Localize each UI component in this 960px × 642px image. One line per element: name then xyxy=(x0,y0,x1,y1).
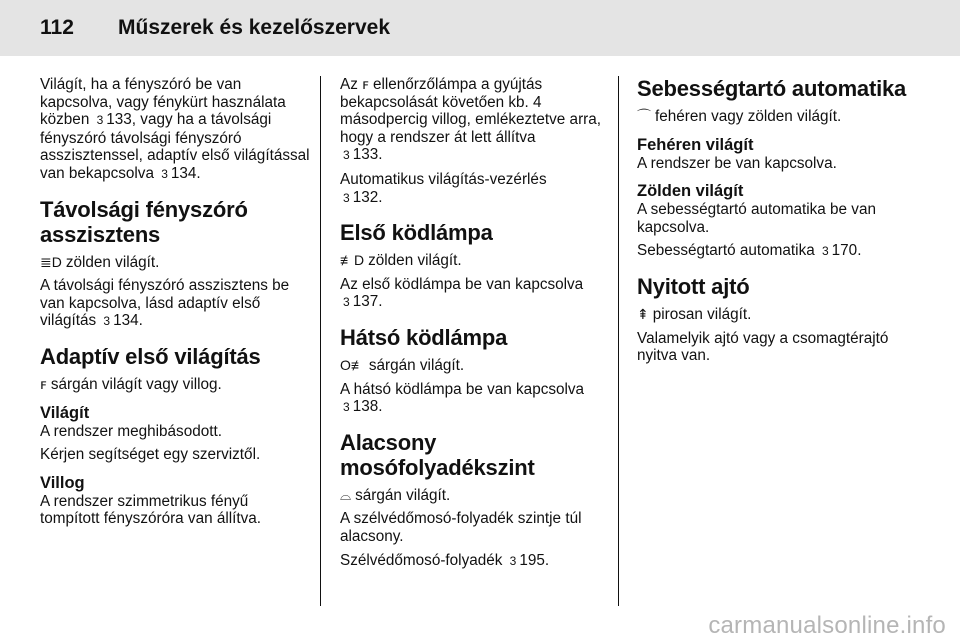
column-2 xyxy=(340,76,612,576)
page-ref[interactable]: 138 xyxy=(352,398,379,416)
page-ref-icon: 3 xyxy=(343,295,350,310)
front-fog-light-icon: ≢D xyxy=(340,252,365,269)
adaptive-light-icon: ꜰ xyxy=(362,76,369,92)
page-ref[interactable]: 132 xyxy=(352,188,379,206)
adaptive-light-icon: ꜰ xyxy=(40,375,47,392)
page-ref-icon: 3 xyxy=(96,113,104,128)
section-text: A rendszer meghibásodott. xyxy=(40,422,222,440)
status-line: ⌓ sárgán világít. xyxy=(340,486,451,504)
page-ref-icon: 3 xyxy=(343,400,350,415)
page-ref[interactable]: 137 xyxy=(352,293,379,311)
page-ref-icon: 3 xyxy=(509,553,517,568)
subsection-title: Villog xyxy=(40,473,85,492)
section-text: Sebességtartó automatika 3 170. xyxy=(637,242,862,260)
section-title-adaptive-lighting: Adaptív első világítás xyxy=(40,343,261,369)
status-line: ⌒ fehéren vagy zölden világít. xyxy=(637,108,842,125)
cruise-control-icon: ⌒ xyxy=(637,108,651,124)
section-text: A rendszer be van kapcsolva. xyxy=(637,154,837,172)
section-text: Valamelyik ajtó vagy a csomagtérajtó nyitva van. xyxy=(637,329,889,365)
section-text: A szélvédőmosó-folyadék szintje túl alacsony. xyxy=(340,510,582,545)
section-text: A rendszer szimmetrikus fényű tompított fényszóróra van állítva. xyxy=(40,492,262,528)
section-text: A távolsági fényszóró asszisztens be van kapcsolva, lásd adaptív első világítás 3 134. xyxy=(40,277,290,330)
status-line: ≢D zölden világít. xyxy=(340,252,462,270)
column-divider xyxy=(320,76,321,606)
page-ref[interactable]: 134 xyxy=(113,312,139,330)
subsection-title: Világít xyxy=(40,403,90,422)
subsection-title: Zölden világít xyxy=(637,182,744,201)
column-divider xyxy=(618,76,619,606)
section-text: Szélvédőmosó-folyadék 3 195. xyxy=(340,551,550,569)
column-3 xyxy=(637,76,927,371)
section-text: A hátsó ködlámpa be van kapcsolva 3 138. xyxy=(340,380,585,416)
washer-fluid-icon: ⌓ xyxy=(340,486,352,503)
section-title-low-washer-fluid: Alacsony mosófolyadékszint xyxy=(340,429,535,480)
page-ref-icon: 3 xyxy=(161,166,168,181)
subsection-title: Fehéren világít xyxy=(637,135,754,154)
section-title-door-open: Nyitott ajtó xyxy=(637,273,750,299)
rear-fog-light-icon: O≢ xyxy=(340,356,365,373)
page-ref[interactable]: 134 xyxy=(170,164,197,182)
page-title: Műszerek és kezelőszervek xyxy=(118,16,391,39)
status-line: ≣D zölden világít. xyxy=(40,253,160,271)
page-number: 112 xyxy=(40,16,74,39)
page-header xyxy=(0,0,960,56)
status-line: ꜰ sárgán világít vagy villog. xyxy=(40,375,222,393)
section-title-front-fog: Első ködlámpa xyxy=(340,220,493,246)
status-line: O≢ sárgán világít. xyxy=(340,356,465,374)
high-beam-assist-icon: ≣D xyxy=(40,253,62,270)
page-ref[interactable]: 133 xyxy=(352,146,379,164)
section-text: Az első ködlámpa be van kapcsolva 3 137. xyxy=(340,275,584,311)
watermark: carmanualsonline.info xyxy=(708,612,946,639)
paragraph: Automatikus világítás-vezérlés 3 132. xyxy=(340,170,547,206)
section-text: Kérjen segítséget egy szerviztől. xyxy=(40,446,261,464)
section-title-high-beam-assist: Távolsági fényszóró asszisztens xyxy=(40,196,248,247)
page-ref-icon: 3 xyxy=(343,190,350,205)
section-title-rear-fog: Hátsó ködlámpa xyxy=(340,324,508,350)
section-title-cruise-control: Sebességtartó automatika xyxy=(637,76,907,101)
door-open-icon: ⇞ xyxy=(637,305,649,322)
page-ref-icon: 3 xyxy=(821,244,829,259)
page-ref[interactable]: 170 xyxy=(831,242,858,260)
intro-paragraph: Világít, ha a fényszóró be van kapcsolva, vagy fénykürt használata közben 3 133, vagy ha a távolsági fényszóró távolsági fényszóró asszisztenssel, adaptív első világítással van bekapcsolva 3 134. xyxy=(40,76,310,182)
page-ref-icon: 3 xyxy=(343,148,350,163)
section-text: A sebességtartó automatika be van kapcsolva. xyxy=(637,201,876,236)
page-ref[interactable]: 133 xyxy=(106,111,132,129)
page-ref-icon: 3 xyxy=(103,314,111,329)
paragraph: Az ꜰ ellenőrzőlámpa a gyújtás bekapcsolását követően kb. 4 másodpercig villog, emlékeztetve arra, hogy a rendszer át lett állítva 3 133. xyxy=(340,76,602,164)
page-ref[interactable]: 195 xyxy=(519,551,545,569)
column-1 xyxy=(40,76,310,534)
status-line: ⇞ pirosan világít. xyxy=(637,305,752,323)
